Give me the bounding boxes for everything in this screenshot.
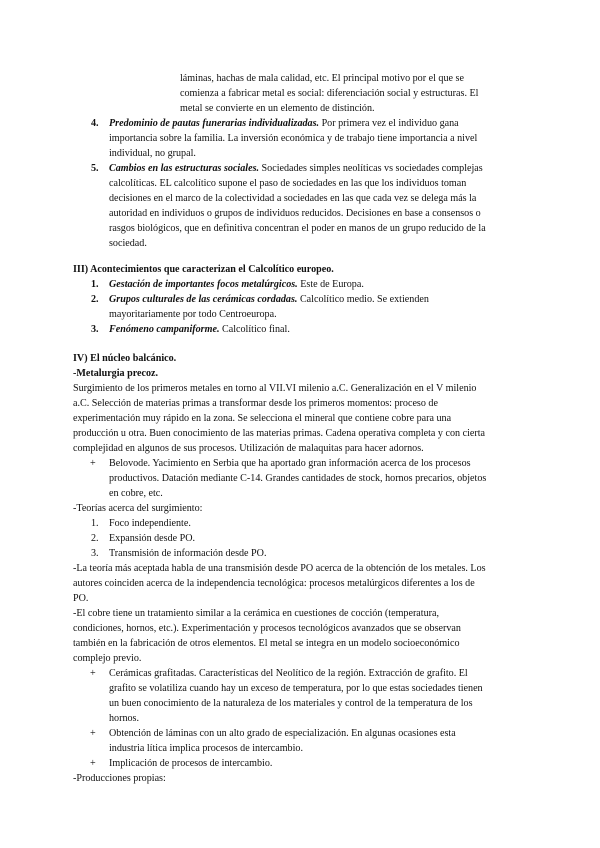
section-3-item-1 <box>109 277 364 292</box>
theory-text: Expansión desde PO. <box>109 533 196 544</box>
theory-text: Transmisión de información desde PO. <box>109 548 267 559</box>
section-3-item-number: 3. <box>91 324 99 335</box>
section-3-item-text: Calcolítico final. <box>219 324 290 335</box>
section-4-subheading: -Metalurgia precoz. <box>73 368 159 379</box>
bullet-marker: + <box>90 728 96 739</box>
item-5-line: sociedad. <box>109 238 147 249</box>
bullet-marker: + <box>90 458 96 469</box>
item-5-line: decisiones en el marco de la colectividad a sociedades en las que cada vez se delega más la <box>109 193 477 204</box>
section-3-item-text: Calcolítico medio. Se extienden <box>297 294 429 305</box>
item-5-first-line <box>109 161 483 176</box>
theory-number: 2. <box>91 533 99 544</box>
theory-number: 3. <box>91 548 99 559</box>
paragraph-line: PO. <box>73 593 89 604</box>
bullet-line: productivos. Datación mediante C-14. Grandes cantidades de stock, hornos precarios, objetos <box>109 473 487 484</box>
section-3-item-title: Grupos culturales de las cerámicas cordadas. <box>109 294 298 305</box>
item-4-number: 4. <box>91 118 99 129</box>
bullet-line: Obtención de láminas con un alto grado de especialización. En algunas ocasiones esta <box>109 728 456 739</box>
bullet-marker: + <box>90 758 96 769</box>
intro-line-2: comienza a fabricar metal es social: diferenciación social y estructuras. El <box>180 88 479 99</box>
item-5-line: calcolíticas. EL calcolítico supone el paso de sociedades en las que los individuos toman <box>109 178 467 189</box>
paragraph-line: complejidad en algunos de sus procesos. Utilización de malaquitas para hacer adornos. <box>73 443 424 454</box>
paragraph-line: complejo previo. <box>73 653 142 664</box>
bullet-line: industria lítica implica procesos de intercambio. <box>109 743 303 754</box>
theory-text: Foco independiente. <box>109 518 191 529</box>
item-5-line: autoridad en individuos o grupos de individuos reducidos. Decisiones en base a consensos o <box>109 208 481 219</box>
item-5-number: 5. <box>91 163 99 174</box>
section-3-item-2 <box>109 292 429 307</box>
section-3-item-number: 1. <box>91 279 99 290</box>
bullet-line: hornos. <box>109 713 140 724</box>
section-3-item-2-line: mayoritariamente por todo Centroeuropa. <box>109 309 277 320</box>
paragraph-line: producción u otra. Buen conocimiento de las materias primas. Cadena operativa completa y con cierta <box>73 428 486 439</box>
section-4-heading: IV) El núcleo balcánico. <box>73 353 177 364</box>
theory-number: 1. <box>91 518 99 529</box>
item-4-first-line <box>109 116 459 131</box>
item-5-line: rasgos biológicos, que en definitiva concentran el poder en manos de un grupo reducido de la <box>109 223 486 234</box>
section-3-item-3 <box>109 322 290 337</box>
bullet-marker: + <box>90 668 96 679</box>
bullet-line: Cerámicas grafitadas. Características del Neolítico de la región. Extracción de grafito. El <box>109 668 468 679</box>
paragraph-line: Surgimiento de los primeros metales en torno al VII.VI milenio a.C. Generalización en el V milenio <box>73 383 477 394</box>
paragraph-line: -La teoría más aceptada habla de una transmisión desde PO acerca de la obtención de los metales. Los <box>73 563 486 574</box>
paragraph-line: condiciones, hornos, etc.). Experimentación y procesos tecnológicos avanzados que se observan <box>73 623 461 634</box>
bullet-line: Implicación de procesos de intercambio. <box>109 758 273 769</box>
bullet-line: en cobre, etc. <box>109 488 163 499</box>
paragraph-line: experimentación muy rápido en la zona. Se selecciona el mineral que contiene cobre para una <box>73 413 452 424</box>
item-4-line: importancia sobre la familia. La inversión económica y de trabajo tiene importancia a nivel <box>109 133 478 144</box>
item-4-line: individual, no grupal. <box>109 148 196 159</box>
section-3-item-text: Este de Europa. <box>297 279 364 290</box>
section-3-heading: III) Acontecimientos que caracterizan el Calcolítico europeo. <box>73 264 334 275</box>
intro-line-1: láminas, hachas de mala calidad, etc. El principal motivo por el que se <box>180 73 464 84</box>
theories-label: -Teorías acerca del surgimiento: <box>73 503 203 514</box>
bullet-line: un buen conocimiento de la naturaleza de los materiales y control de la temperatura de los <box>109 698 473 709</box>
intro-line-3: metal se convierte en un elemento de distinción. <box>180 103 375 114</box>
paragraph-line: -El cobre tiene un tratamiento similar a la cerámica en cuestiones de cocción (temperatura, <box>73 608 440 619</box>
item-5-title: Cambios en las estructuras sociales. <box>109 163 260 174</box>
item-4-text: Por primera vez el individuo gana <box>319 118 459 129</box>
productions-label: -Producciones propias: <box>73 773 166 784</box>
item-4-title: Predominio de pautas funerarias individualizadas. <box>109 118 320 129</box>
paragraph-line: también en la fabricación de otros elementos. El metal se integra en un modelo socioeconómico <box>73 638 460 649</box>
item-5-text: Sociedades simples neolíticas vs sociedades complejas <box>259 163 483 174</box>
bullet-line: Belovode. Yacimiento en Serbia que ha aportado gran información acerca de los procesos <box>109 458 471 469</box>
section-3-item-title: Gestación de importantes focos metalúrgicos. <box>109 279 298 290</box>
bullet-line: grafito se volatiliza cuando hay un exceso de temperatura, por lo que estas sociedades tienen <box>109 683 483 694</box>
section-3-item-title: Fenómeno campaniforme. <box>109 324 220 335</box>
section-3-item-number: 2. <box>91 294 99 305</box>
paragraph-line: autores coinciden acerca de la independencia tecnológica: procesos metalúrgicos diferentes a los de <box>73 578 475 589</box>
paragraph-line: a.C. Selección de materias primas a transformar desde los primeros momentos: proceso de <box>73 398 438 409</box>
